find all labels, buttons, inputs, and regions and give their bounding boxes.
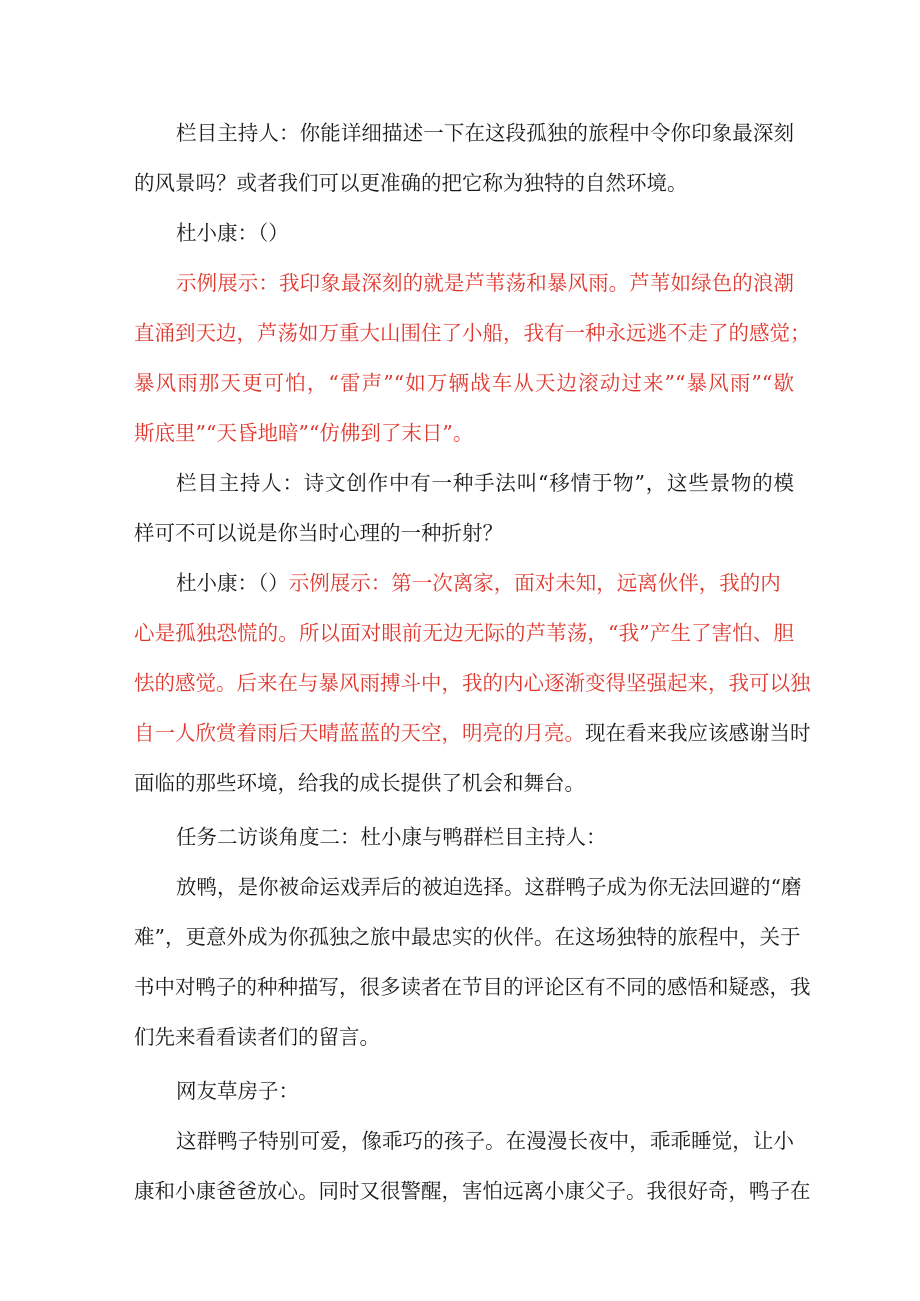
paragraph-host-question-2-line-1: 栏目主持人：诗文创作中有一种手法叫“移情于物”，这些景物的模	[176, 471, 794, 495]
example-answer-2-line-2: 心是孤独恐慌的。所以面对眼前无边无际的芦苇荡，“我”产生了害怕、胆	[134, 621, 794, 645]
paragraph-host-question-2-line-2: 样可不可以说是你当时心理的一种折射？	[134, 521, 503, 545]
example-answer-1-line-1: 示例展示：我印象最深刻的就是芦苇荡和暴风雨。芦苇如绿色的浪潮	[176, 271, 794, 295]
paragraph-host-intro-line-1: 放鸭，是你被命运戏弄后的被迫选择。这群鸭子成为你无法回避的“磨	[176, 875, 802, 899]
example-text: 示例展示：第一次离家，面对未知，远离伙伴，我的内	[288, 571, 781, 595]
example-answer-1-line-3: 暴风雨那天更可怕，“雷声”“如万辆战车从天边滚动过来”“暴风雨”“歇	[134, 371, 794, 395]
example-answer-1-line-4: 斯底里”“天昏地暗”“仿佛到了末日”。	[134, 421, 474, 445]
continuation-text: 现在看来我应该感谢当时	[585, 721, 811, 745]
paragraph-host-question-1-line-1: 栏目主持人：你能详细描述一下在这段孤独的旅程中令你印象最深刻	[176, 121, 794, 145]
paragraph-host-intro-line-3: 书中对鸭子的种种描写，很多读者在节目的评论区有不同的感悟和疑惑，我	[134, 975, 811, 999]
paragraph-host-intro-line-4: 们先来看看读者们的留言。	[134, 1025, 380, 1049]
example-answer-1-line-2: 直涌到天边，芦荡如万重大山围住了小船，我有一种永远逃不走了的感觉；	[134, 321, 811, 345]
paragraph-host-intro-line-2: 难”，更意外成为你孤独之旅中最忠实的伙伴。在这场独特的旅程中，关于	[134, 925, 801, 949]
example-text: 自一人欣赏着雨后天晴蓝蓝的天空，明亮的月亮。	[134, 721, 585, 745]
task-heading: 任务二访谈角度二：杜小康与鸭群栏目主持人：	[176, 825, 607, 849]
example-answer-2-line-3: 怯的感觉。后来在与暴风雨搏斗中，我的内心逐渐变得坚强起来，我可以独	[134, 671, 811, 695]
paragraph-host-question-1-line-2: 的风景吗？或者我们可以更准确的把它称为独特的自然环境。	[134, 171, 688, 195]
example-answer-2-line-1	[176, 568, 794, 598]
reader-comment-author: 网友草房子：	[176, 1079, 299, 1103]
example-answer-2-line-4	[134, 718, 811, 748]
reader-comment-line-2: 康和小康爸爸放心。同时又很警醒，害怕远离小康父子。我很好奇，鸭子在	[134, 1179, 811, 1203]
speaker-label: 杜小康：（）	[176, 571, 289, 595]
paragraph-answer-2-line-5: 面临的那些环境，给我的成长提供了机会和舞台。	[134, 771, 585, 795]
paragraph-du-xiaokang-answer-1: 杜小康：（）	[176, 221, 289, 245]
reader-comment-line-1: 这群鸭子特别可爱，像乖巧的孩子。在漫漫长夜中，乖乖睡觉，让小	[176, 1129, 794, 1153]
